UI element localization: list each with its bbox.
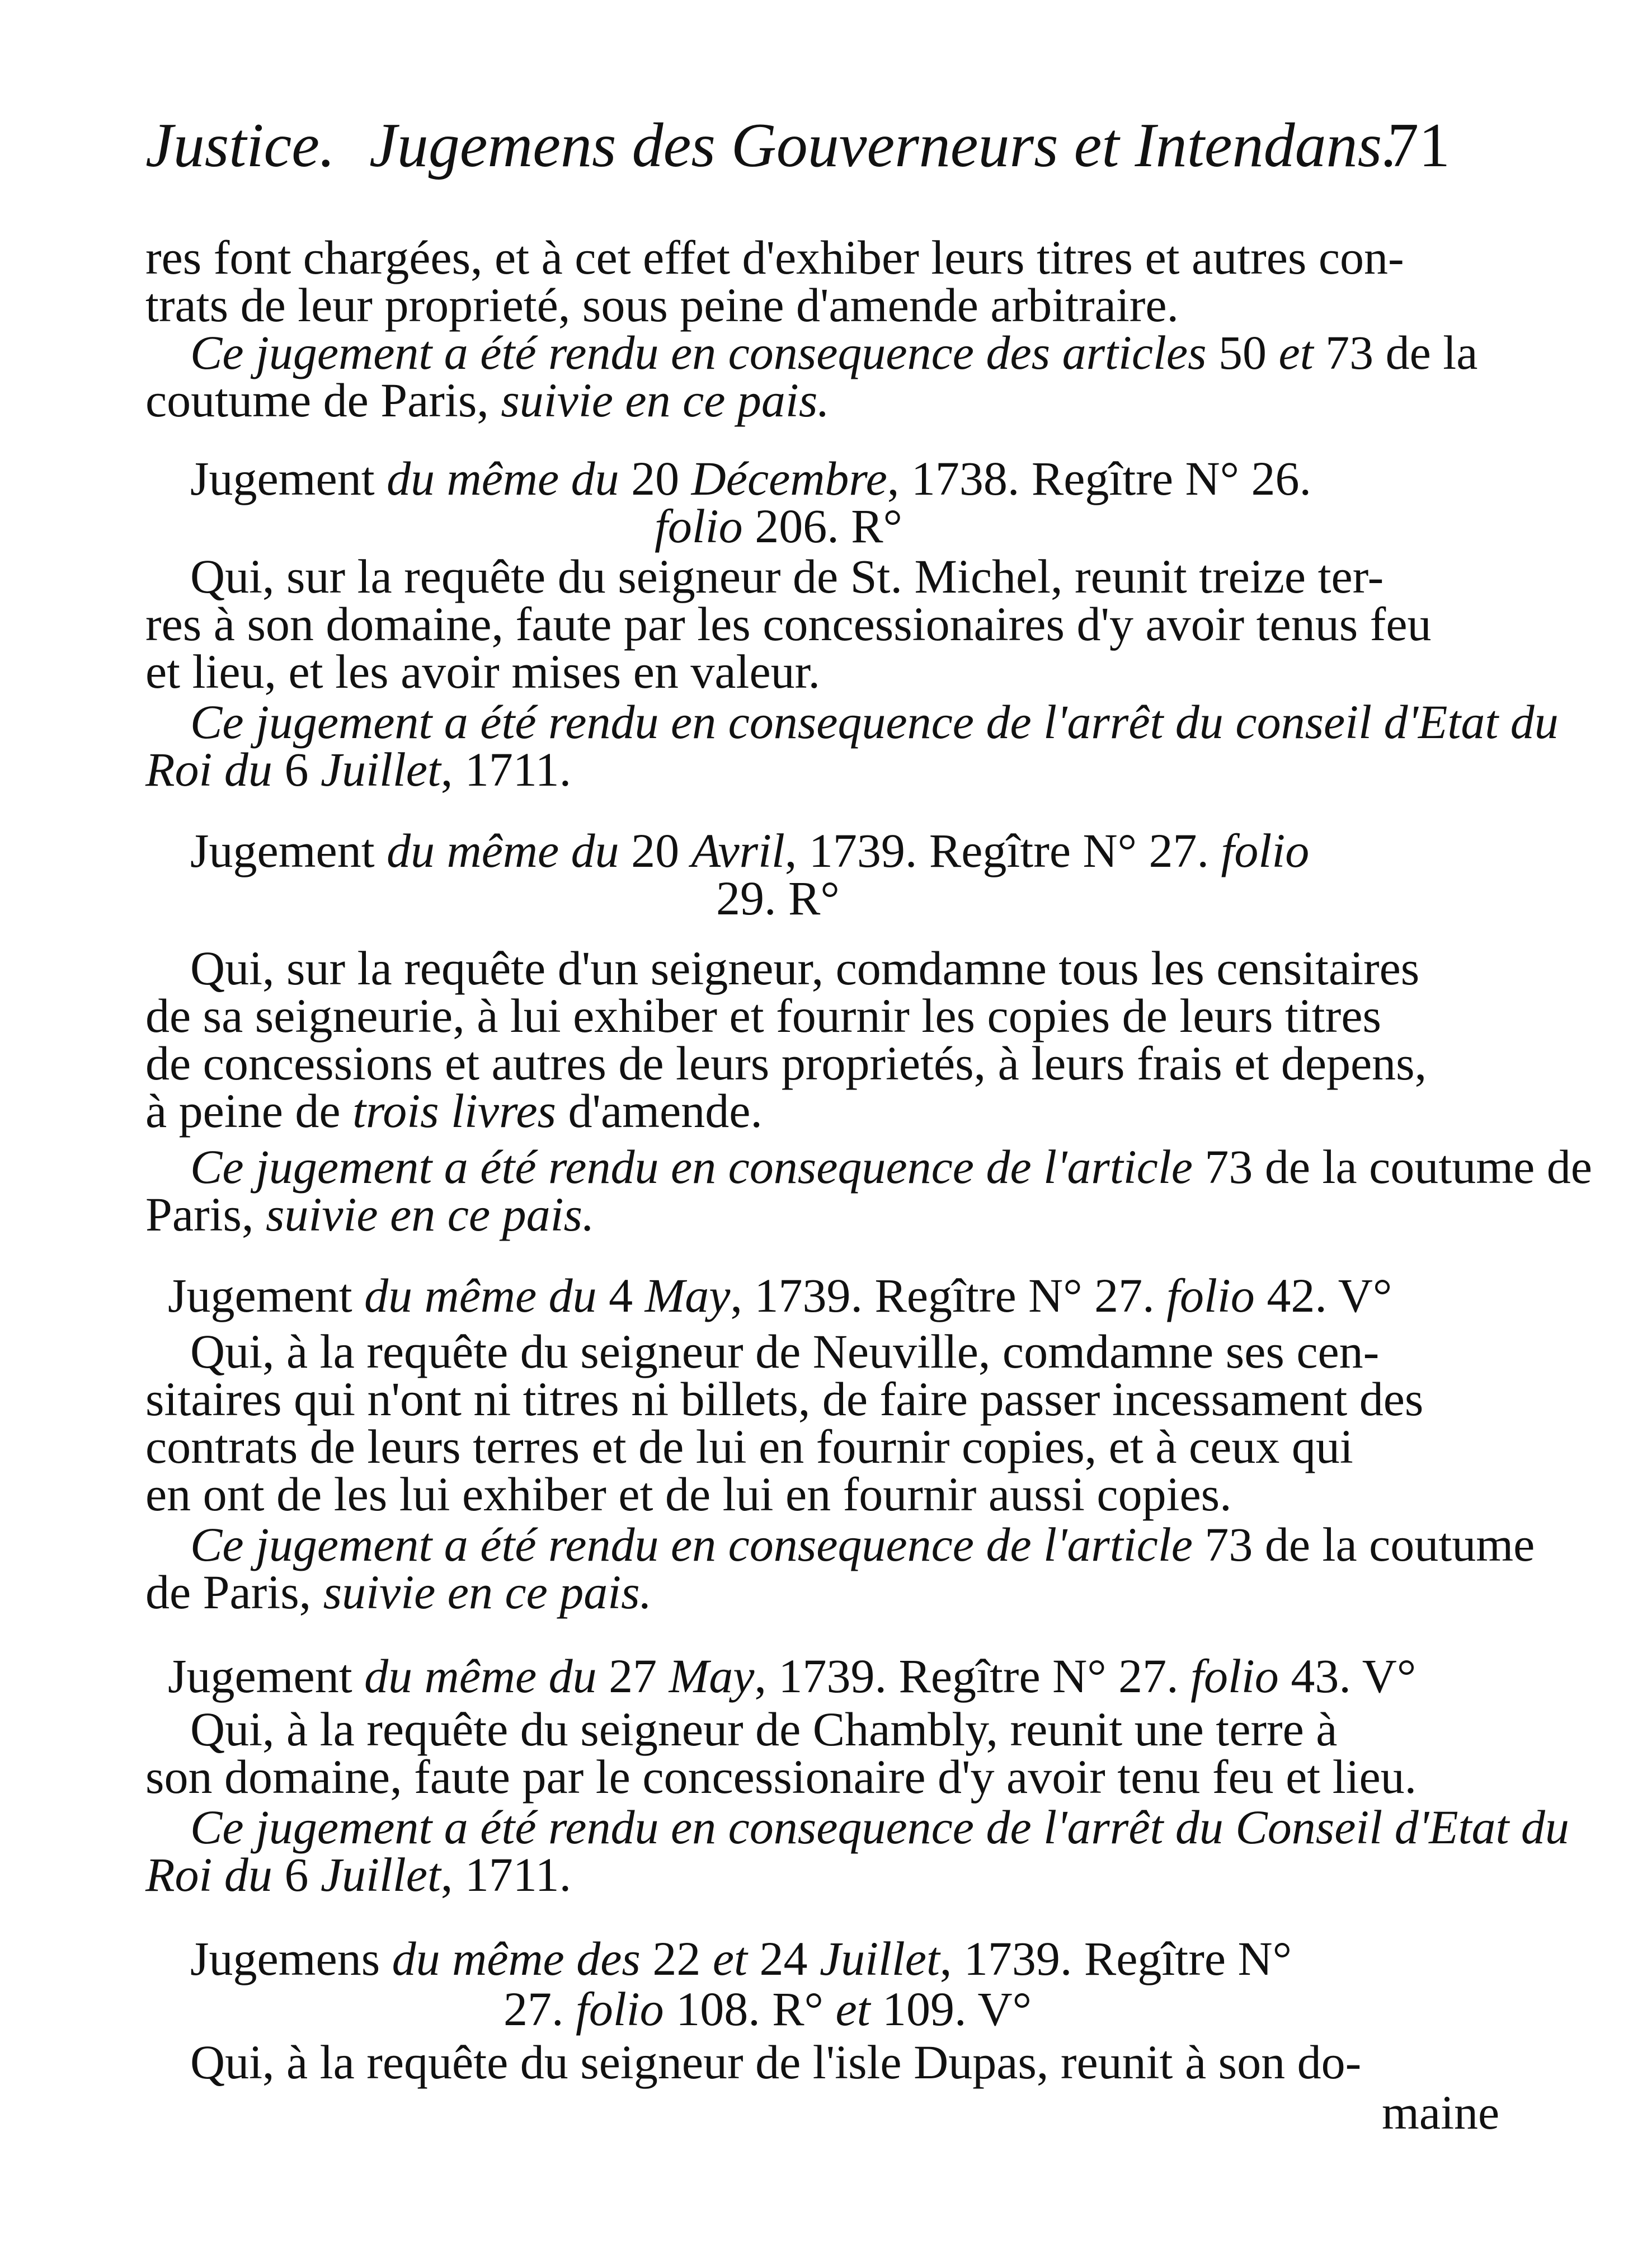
text-span: de Paris, (145, 1565, 323, 1619)
entry-heading (716, 870, 840, 926)
header-section-label: Justice. (145, 111, 335, 180)
text-span: 73 de la coutume (1204, 1518, 1535, 1571)
text-span: Juillet (320, 743, 441, 796)
text-span: Qui, à la requête du seigneur de Chambly, reunit une terre à (190, 1702, 1338, 1756)
text-span: 42. V° (1267, 1269, 1392, 1322)
text-span: , 1739. Regître N° 27. (784, 824, 1221, 877)
text-span: 20 (631, 824, 691, 877)
text-span: 73 de la (1325, 326, 1478, 379)
page-number: 71 (1387, 111, 1450, 180)
text-span: et (1267, 326, 1326, 379)
entry-heading (655, 498, 902, 554)
text-span: Roi du (145, 1848, 285, 1901)
text-line (145, 1466, 1232, 1522)
text-span: Paris, (145, 1187, 266, 1241)
text-span: 27 (609, 1649, 669, 1703)
text-span: , 1739. Regître N° 27. (730, 1269, 1167, 1322)
text-span: contrats de leurs terres et de lui en fournir copies, et à ceux qui (145, 1420, 1353, 1473)
text-line (145, 1186, 594, 1242)
text-span: Ce jugement a été rendu en consequence de l'arrêt du Conseil d'Etat du (190, 1800, 1569, 1854)
entry-heading (503, 1981, 1032, 2037)
text-span: May (644, 1269, 731, 1322)
text-span: 20 (631, 452, 691, 505)
entry-heading (168, 1267, 1392, 1323)
text-span: 22 (652, 1932, 713, 1985)
text-span: 109. V° (882, 1982, 1032, 2036)
text-span: Ce jugement a été rendu en consequence de l'arrêt du conseil d'Etat du (190, 695, 1559, 749)
text-span: 108. R° (676, 1982, 836, 2036)
text-span: , 1739. Regître N° (939, 1932, 1292, 1985)
text-span: à peine de (145, 1084, 353, 1138)
text-span: , 1711. (440, 743, 572, 796)
text-span: de sa seigneurie, à lui exhiber et fournir les copies de leurs titres (145, 989, 1381, 1043)
text-span: 6 (284, 743, 321, 796)
text-span: du même du (364, 1269, 609, 1322)
text-span: Juillet (819, 1932, 940, 1985)
text-span: Juillet (320, 1848, 441, 1901)
text-span: suivie en ce pais. (266, 1187, 595, 1241)
text-span: Décembre (691, 452, 887, 505)
text-line (145, 644, 820, 699)
text-span: du même des (392, 1932, 653, 1985)
text-span: et (835, 1982, 883, 2036)
text-span: du même du (387, 452, 632, 505)
text-span: trats de leur proprieté, sous peine d'amende arbitraire. (145, 278, 1179, 332)
text-span: folio (1221, 824, 1310, 877)
text-span: Qui, sur la requête d'un seigneur, comdamne tous les censitaires (190, 941, 1420, 995)
text-line (145, 1847, 571, 1903)
entry-heading (168, 1648, 1416, 1704)
running-header (145, 106, 1488, 185)
text-span: de concessions et autres de leurs proprietés, à leurs frais et depens, (145, 1036, 1427, 1090)
text-span: Ce jugement a été rendu en consequence des articles (190, 326, 1219, 379)
header-title: Jugemens des Gouverneurs et Intendans. (369, 111, 1398, 180)
text-span: coutume de Paris, (145, 373, 501, 427)
text-span: 50 (1218, 326, 1267, 379)
text-span: et lieu, et les avoir mises en valeur. (145, 645, 821, 698)
text-span: Jugement (168, 1649, 365, 1703)
text-span: res font chargées, et à cet effet d'exhiber leurs titres et autres con- (145, 231, 1404, 284)
text-span: , 1739. Regître N° 27. (754, 1649, 1191, 1703)
text-line (145, 1083, 763, 1139)
text-span: son domaine, faute par le concessionaire d'y avoir tenu feu et lieu. (145, 1750, 1417, 1804)
text-span: , 1711. (440, 1848, 572, 1901)
text-span: folio (655, 499, 755, 553)
text-span: res à son domaine, faute par les concessionaires d'y avoir tenus feu (145, 597, 1432, 651)
text-span: 29. R° (716, 871, 840, 925)
text-span: Roi du (145, 743, 285, 796)
text-span: Jugement (190, 824, 387, 877)
text-span: Jugement (190, 452, 387, 505)
text-span: 27. (503, 1982, 576, 2036)
text-span: en ont de les lui exhiber et de lui en fournir aussi copies. (145, 1467, 1232, 1521)
text-span: suivie en ce pais. (323, 1565, 652, 1619)
text-span: Jugement (168, 1269, 365, 1322)
text-span: 4 (609, 1269, 645, 1322)
text-span: Ce jugement a été rendu en consequence de l'article (190, 1140, 1205, 1194)
text-span: sitaires qui n'ont ni titres ni billets, de faire passer incessament des (145, 1372, 1424, 1426)
text-span: 43. V° (1291, 1649, 1417, 1703)
text-span: , 1738. Regître N° 26. (887, 452, 1311, 505)
text-span: folio (576, 1982, 676, 2036)
text-span: Qui, à la requête du seigneur de l'isle Dupas, reunit à son do- (190, 2035, 1362, 2089)
text-span: d'amende. (556, 1084, 763, 1138)
text-span: Qui, sur la requête du seigneur de St. Michel, reunit treize ter- (190, 550, 1384, 603)
text-span: trois livres (352, 1084, 556, 1138)
text-span: 206. R° (755, 499, 902, 553)
text-line (145, 741, 571, 797)
text-span: du même du (364, 1649, 609, 1703)
text-span: May (669, 1649, 755, 1703)
text-line (145, 1564, 652, 1620)
text-span: du même du (387, 824, 632, 877)
text-span: suivie en ce pais. (501, 373, 830, 427)
entry-heading (190, 1931, 1292, 1987)
text-span: 73 de la coutume de (1204, 1140, 1592, 1194)
text-span: Qui, à la requête du seigneur de Neuville, comdamne ses cen- (190, 1325, 1380, 1378)
text-span: Ce jugement a été rendu en consequence de l'article (190, 1518, 1205, 1571)
text-span: 6 (284, 1848, 321, 1901)
text-span: folio (1190, 1649, 1291, 1703)
text-span: et (712, 1932, 760, 1985)
text-line (190, 2034, 1361, 2090)
text-span: maine (1382, 2086, 1500, 2139)
text-line (145, 372, 830, 428)
text-span: Avril (691, 824, 785, 877)
text-span: folio (1166, 1269, 1267, 1322)
text-span: 24 (759, 1932, 820, 1985)
catchword (1382, 2084, 1499, 2140)
text-span: Jugemens (190, 1932, 392, 1985)
text-line (145, 1749, 1417, 1805)
